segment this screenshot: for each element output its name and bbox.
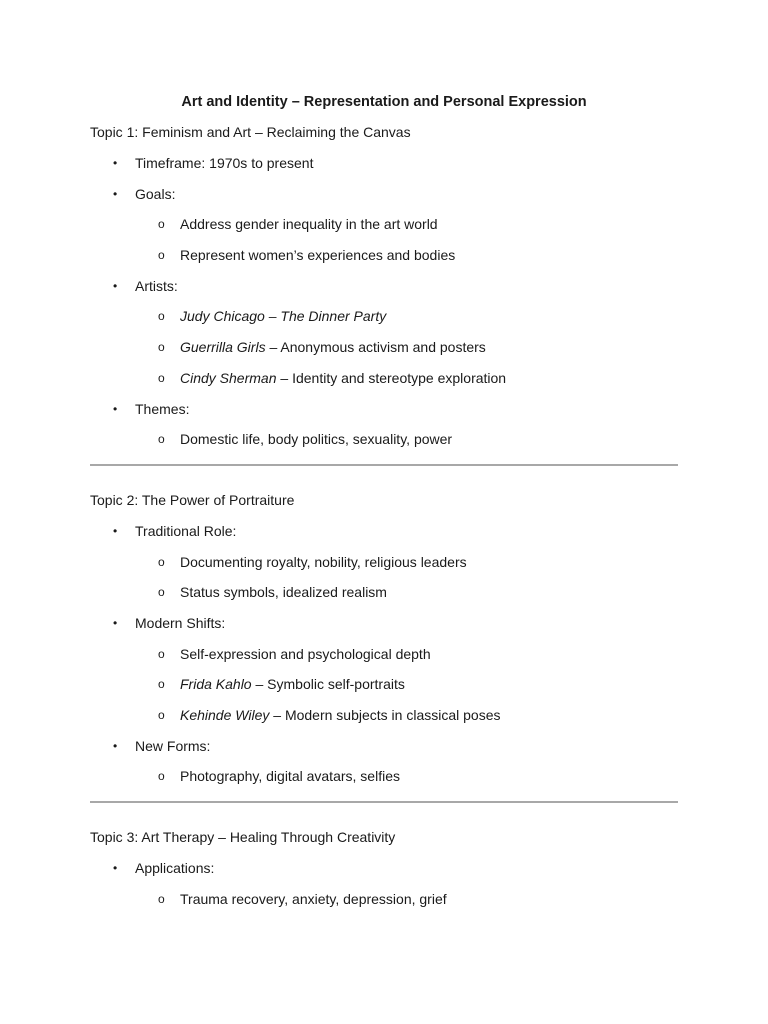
sub-list-item-text: Address gender inequality in the art world — [180, 216, 438, 233]
sub-bullet-marker: o — [158, 677, 165, 692]
bullet-marker: • — [113, 523, 118, 538]
sub-list-item — [90, 335, 678, 366]
sub-list-item — [90, 212, 678, 243]
list-item — [90, 182, 678, 213]
document-page — [90, 90, 678, 917]
sub-bullet-marker: o — [158, 432, 165, 447]
list-item — [90, 274, 678, 305]
list-item — [90, 151, 678, 182]
list-item-label: Artists: — [135, 277, 178, 294]
list-item-label: Applications: — [135, 860, 215, 877]
emphasized-name: Cindy Sherman — [180, 369, 277, 386]
topic-heading: Topic 2: The Power of Portraiture — [90, 491, 295, 508]
bullet-marker: • — [113, 615, 118, 630]
document-body — [90, 120, 678, 917]
sub-bullet-marker: o — [158, 769, 165, 784]
list-item-label: Goals: — [135, 185, 176, 202]
sub-list-item — [90, 243, 678, 274]
list-item-label: Modern Shifts: — [135, 614, 226, 631]
sub-list-item — [90, 764, 678, 795]
topic-heading: Topic 1: Feminism and Art – Reclaiming the Canvas — [90, 124, 411, 140]
list-item-label: Traditional Role: — [135, 522, 237, 539]
topic-section — [90, 488, 678, 795]
list-item-label: Timeframe: 1970s to present — [135, 155, 314, 171]
sub-bullet-marker: o — [158, 248, 165, 263]
bullet-marker: • — [113, 861, 118, 876]
sub-bullet-marker: o — [158, 554, 165, 569]
bullet-marker: • — [113, 401, 118, 416]
bullet-marker: • — [113, 738, 118, 753]
list-item — [90, 734, 678, 765]
emphasized-name: Frida Kahlo — [180, 676, 252, 693]
sub-list-item-text: – Anonymous activism and posters — [265, 339, 486, 356]
sub-list-item-text: Trauma recovery, anxiety, depression, grief — [180, 890, 447, 907]
sub-list-item-text: Represent women’s experiences and bodies — [180, 247, 456, 264]
sub-bullet-marker: o — [158, 585, 165, 600]
list-item — [90, 397, 678, 428]
sub-bullet-marker: o — [158, 309, 165, 324]
bullet-marker: • — [113, 186, 118, 201]
sub-list-item-text: – Identity and stereotype exploration — [276, 369, 507, 386]
document-title: Art and Identity – Representation and Personal Expression — [181, 94, 587, 110]
sub-list-item — [90, 580, 678, 611]
sub-bullet-marker: o — [158, 370, 165, 385]
emphasized-name: Guerrilla Girls — [180, 339, 266, 356]
sub-bullet-marker: o — [158, 891, 165, 906]
sub-list-item-text: Self-expression and psychological depth — [180, 645, 431, 662]
topic-section — [90, 120, 678, 458]
topic-section — [90, 825, 678, 917]
sub-list-item — [90, 887, 678, 918]
sub-bullet-marker: o — [158, 340, 165, 355]
section-divider — [90, 801, 678, 803]
sub-list-item — [90, 550, 678, 581]
sub-bullet-marker: o — [158, 708, 165, 722]
list-item — [90, 519, 678, 550]
list-item — [90, 856, 678, 887]
list-item-label: Themes: — [135, 400, 190, 417]
list-item — [90, 611, 678, 642]
section-divider — [90, 464, 678, 466]
sub-list-item — [90, 642, 678, 673]
sub-list-item — [90, 427, 678, 458]
topic-heading: Topic 3: Art Therapy – Healing Through Creativity — [90, 829, 396, 846]
bullet-marker: • — [113, 156, 118, 170]
sub-list-item-text: Photography, digital avatars, selfies — [180, 768, 400, 785]
sub-list-item-text: – Symbolic self-portraits — [251, 676, 405, 693]
sub-list-item — [90, 304, 678, 335]
list-item-label: New Forms: — [135, 737, 211, 754]
sub-list-item — [90, 366, 678, 397]
sub-list-item — [90, 703, 678, 734]
sub-list-item — [90, 672, 678, 703]
sub-list-item-text: Status symbols, idealized realism — [180, 584, 387, 601]
bullet-marker: • — [113, 278, 118, 293]
sub-list-item-text: Domestic life, body politics, sexuality, power — [180, 431, 453, 448]
sub-list-item-text: Documenting royalty, nobility, religious leaders — [180, 553, 467, 570]
emphasized-name: Kehinde Wiley — [180, 707, 270, 723]
sub-list-item-text: – Modern subjects in classical poses — [269, 707, 501, 723]
emphasized-name: Judy Chicago – The Dinner Party — [180, 308, 387, 325]
sub-bullet-marker: o — [158, 646, 165, 661]
sub-bullet-marker: o — [158, 217, 165, 232]
